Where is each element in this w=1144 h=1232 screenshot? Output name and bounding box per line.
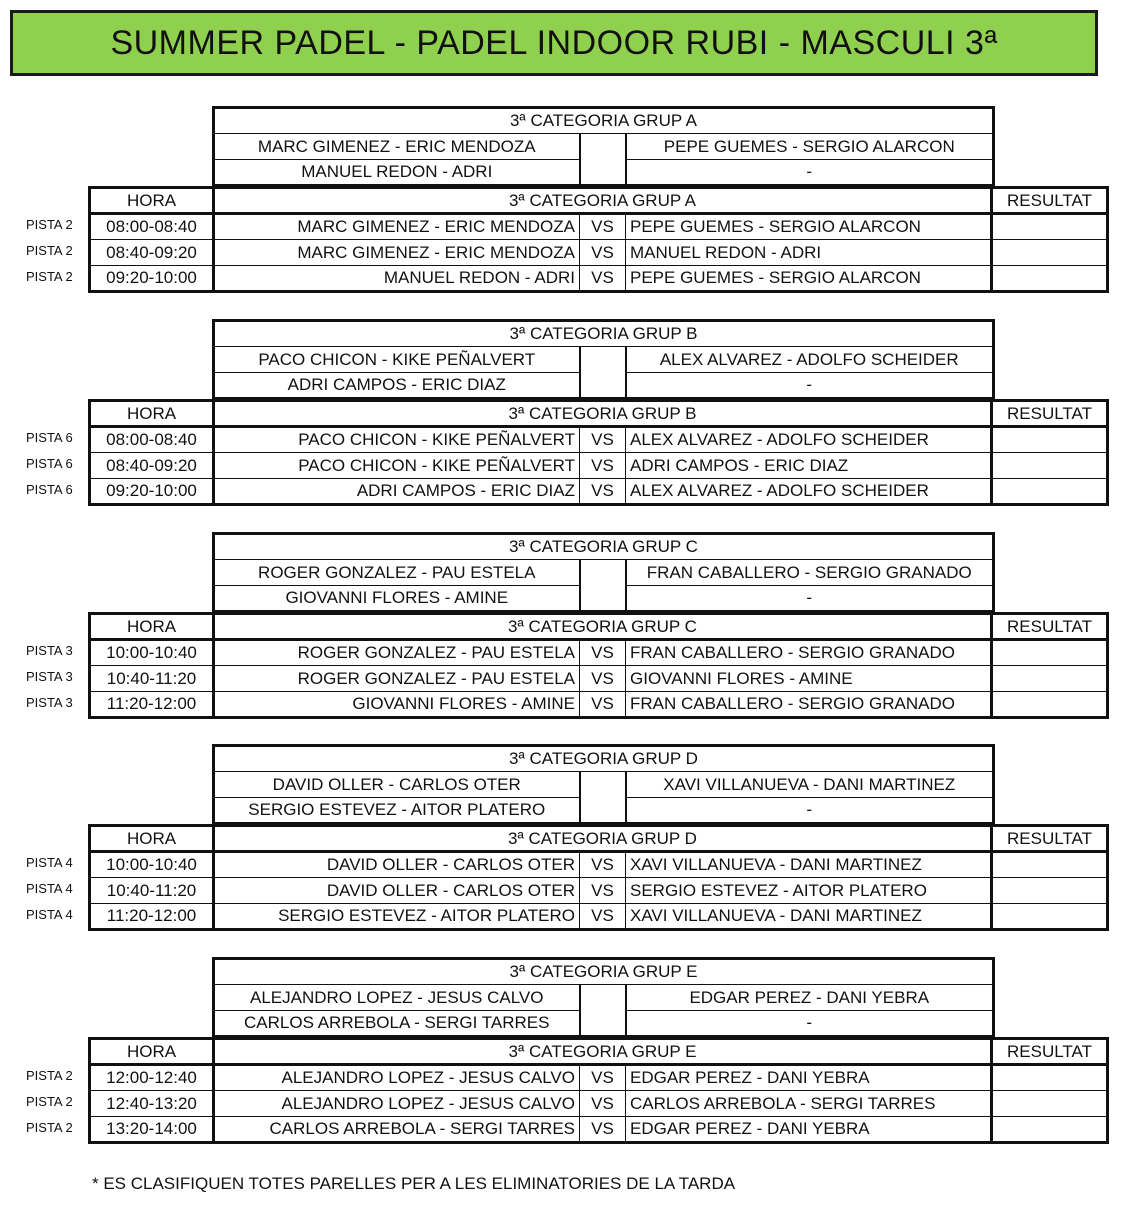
- match-time: 12:40-13:20: [90, 1091, 214, 1117]
- result-cell[interactable]: [992, 1117, 1108, 1143]
- pair-cell: GIOVANNI FLORES - AMINE: [214, 586, 580, 612]
- pair-gap: [580, 985, 626, 1037]
- match-away-pair: XAVI VILLANUEVA - DANI MARTINEZ: [626, 904, 992, 930]
- group-pairs-table: [212, 319, 995, 400]
- result-cell[interactable]: [992, 1065, 1108, 1091]
- match-away-pair: PEPE GUEMES - SERGIO ALARCON: [626, 214, 992, 240]
- match-home-pair: PACO CHICON - KIKE PEÑALVERT: [214, 427, 580, 453]
- match-home-pair: ALEJANDRO LOPEZ - JESUS CALVO: [214, 1091, 580, 1117]
- pista-label: PISTA 4: [26, 907, 73, 922]
- schedule-table: [88, 399, 1109, 506]
- pair-cell: ROGER GONZALEZ - PAU ESTELA: [214, 560, 580, 586]
- match-row: [90, 266, 1108, 292]
- vs-label: VS: [580, 453, 626, 479]
- match-home-pair: MARC GIMENEZ - ERIC MENDOZA: [214, 214, 580, 240]
- vs-label: VS: [580, 1065, 626, 1091]
- pair-cell: SERGIO ESTEVEZ - AITOR PLATERO: [214, 798, 580, 824]
- hora-header: HORA: [90, 1039, 214, 1065]
- group-pairs-table: [212, 532, 995, 613]
- match-away-pair: FRAN CABALLERO - SERGIO GRANADO: [626, 692, 992, 718]
- pair-cell: ADRI CAMPOS - ERIC DIAZ: [214, 373, 580, 399]
- hora-header: HORA: [90, 826, 214, 852]
- vs-label: VS: [580, 666, 626, 692]
- pair-cell: FRAN CABALLERO - SERGIO GRANADO: [626, 560, 994, 586]
- vs-label: VS: [580, 240, 626, 266]
- schedule-group-title: 3ª CATEGORIA GRUP C: [214, 614, 992, 640]
- match-home-pair: DAVID OLLER - CARLOS OTER: [214, 878, 580, 904]
- match-row: [90, 240, 1108, 266]
- match-away-pair: GIOVANNI FLORES - AMINE: [626, 666, 992, 692]
- pair-gap: [580, 347, 626, 399]
- result-cell[interactable]: [992, 427, 1108, 453]
- vs-label: VS: [580, 1117, 626, 1143]
- match-time: 09:20-10:00: [90, 479, 214, 505]
- match-away-pair: ADRI CAMPOS - ERIC DIAZ: [626, 453, 992, 479]
- match-row: [90, 479, 1108, 505]
- schedule-group-title: 3ª CATEGORIA GRUP D: [214, 826, 992, 852]
- match-home-pair: PACO CHICON - KIKE PEÑALVERT: [214, 453, 580, 479]
- match-time: 10:40-11:20: [90, 666, 214, 692]
- match-row: [90, 1117, 1108, 1143]
- match-time: 13:20-14:00: [90, 1117, 214, 1143]
- hora-header: HORA: [90, 188, 214, 214]
- pair-cell: PEPE GUEMES - SERGIO ALARCON: [626, 134, 994, 160]
- match-time: 11:20-12:00: [90, 904, 214, 930]
- schedule-table: [88, 612, 1109, 719]
- match-time: 11:20-12:00: [90, 692, 214, 718]
- match-row: [90, 878, 1108, 904]
- match-row: [90, 852, 1108, 878]
- match-row: [90, 427, 1108, 453]
- pair-cell: CARLOS ARREBOLA - SERGI TARRES: [214, 1011, 580, 1037]
- pista-label: PISTA 2: [26, 217, 73, 232]
- group-pairs-table: [212, 744, 995, 825]
- pista-label: PISTA 3: [26, 695, 73, 710]
- match-home-pair: SERGIO ESTEVEZ - AITOR PLATERO: [214, 904, 580, 930]
- group-block: [0, 106, 1144, 296]
- vs-label: VS: [580, 878, 626, 904]
- match-away-pair: XAVI VILLANUEVA - DANI MARTINEZ: [626, 852, 992, 878]
- match-row: [90, 1065, 1108, 1091]
- match-home-pair: ROGER GONZALEZ - PAU ESTELA: [214, 640, 580, 666]
- pair-cell: DAVID OLLER - CARLOS OTER: [214, 772, 580, 798]
- match-time: 08:00-08:40: [90, 427, 214, 453]
- pista-label: PISTA 2: [26, 243, 73, 258]
- pista-label: PISTA 6: [26, 456, 73, 471]
- vs-label: VS: [580, 904, 626, 930]
- vs-label: VS: [580, 640, 626, 666]
- match-row: [90, 904, 1108, 930]
- match-away-pair: SERGIO ESTEVEZ - AITOR PLATERO: [626, 878, 992, 904]
- pista-label: PISTA 2: [26, 269, 73, 284]
- match-time: 10:40-11:20: [90, 878, 214, 904]
- pista-label: PISTA 6: [26, 430, 73, 445]
- pista-label: PISTA 3: [26, 643, 73, 658]
- pista-label: PISTA 2: [26, 1094, 73, 1109]
- match-time: 08:40-09:20: [90, 240, 214, 266]
- pista-label: PISTA 2: [26, 1120, 73, 1135]
- group-title: 3ª CATEGORIA GRUP E: [214, 959, 994, 985]
- result-cell[interactable]: [992, 214, 1108, 240]
- match-row: [90, 640, 1108, 666]
- resultat-header: RESULTAT: [992, 401, 1108, 427]
- match-away-pair: ALEX ALVAREZ - ADOLFO SCHEIDER: [626, 479, 992, 505]
- vs-label: VS: [580, 479, 626, 505]
- match-time: 09:20-10:00: [90, 266, 214, 292]
- pair-cell-empty: -: [626, 160, 994, 186]
- result-cell[interactable]: [992, 878, 1108, 904]
- vs-label: VS: [580, 1091, 626, 1117]
- vs-label: VS: [580, 214, 626, 240]
- pista-label: PISTA 4: [26, 855, 73, 870]
- group-title: 3ª CATEGORIA GRUP D: [214, 746, 994, 772]
- match-away-pair: EDGAR PEREZ - DANI YEBRA: [626, 1117, 992, 1143]
- pair-gap: [580, 560, 626, 612]
- pair-cell-empty: -: [626, 1011, 994, 1037]
- resultat-header: RESULTAT: [992, 1039, 1108, 1065]
- result-cell[interactable]: [992, 904, 1108, 930]
- match-away-pair: MANUEL REDON - ADRI: [626, 240, 992, 266]
- hora-header: HORA: [90, 614, 214, 640]
- match-time: 12:00-12:40: [90, 1065, 214, 1091]
- match-away-pair: FRAN CABALLERO - SERGIO GRANADO: [626, 640, 992, 666]
- match-home-pair: MARC GIMENEZ - ERIC MENDOZA: [214, 240, 580, 266]
- pista-label: PISTA 2: [26, 1068, 73, 1083]
- result-cell[interactable]: [992, 1091, 1108, 1117]
- match-row: [90, 453, 1108, 479]
- hora-header: HORA: [90, 401, 214, 427]
- pair-gap: [580, 772, 626, 824]
- pista-label: PISTA 6: [26, 482, 73, 497]
- group-pairs-table: [212, 106, 995, 187]
- pair-cell: PACO CHICON - KIKE PEÑALVERT: [214, 347, 580, 373]
- match-away-pair: PEPE GUEMES - SERGIO ALARCON: [626, 266, 992, 292]
- schedule-table: [88, 1037, 1109, 1144]
- match-row: [90, 666, 1108, 692]
- match-row: [90, 1091, 1108, 1117]
- resultat-header: RESULTAT: [992, 826, 1108, 852]
- match-time: 10:00-10:40: [90, 640, 214, 666]
- result-cell[interactable]: [992, 266, 1108, 292]
- pair-cell-empty: -: [626, 586, 994, 612]
- result-cell[interactable]: [992, 240, 1108, 266]
- footer-note: * ES CLASIFIQUEN TOTES PARELLES PER A LES ELIMINATORIES DE LA TARDA: [92, 1174, 736, 1193]
- match-time: 10:00-10:40: [90, 852, 214, 878]
- group-title: 3ª CATEGORIA GRUP A: [214, 108, 994, 134]
- match-time: 08:00-08:40: [90, 214, 214, 240]
- group-title: 3ª CATEGORIA GRUP B: [214, 321, 994, 347]
- match-row: [90, 692, 1108, 718]
- match-time: 08:40-09:20: [90, 453, 214, 479]
- match-home-pair: CARLOS ARREBOLA - SERGI TARRES: [214, 1117, 580, 1143]
- page-title: SUMMER PADEL - PADEL INDOOR RUBI - MASCULI 3ª: [10, 10, 1098, 76]
- vs-label: VS: [580, 266, 626, 292]
- pista-label: PISTA 4: [26, 881, 73, 896]
- match-home-pair: GIOVANNI FLORES - AMINE: [214, 692, 580, 718]
- pair-gap: [580, 134, 626, 186]
- resultat-header: RESULTAT: [992, 614, 1108, 640]
- schedule-group-title: 3ª CATEGORIA GRUP B: [214, 401, 992, 427]
- match-away-pair: EDGAR PEREZ - DANI YEBRA: [626, 1065, 992, 1091]
- result-cell[interactable]: [992, 479, 1108, 505]
- match-row: [90, 214, 1108, 240]
- pair-cell: ALEJANDRO LOPEZ - JESUS CALVO: [214, 985, 580, 1011]
- result-cell[interactable]: [992, 852, 1108, 878]
- group-block: [0, 319, 1144, 509]
- match-home-pair: ADRI CAMPOS - ERIC DIAZ: [214, 479, 580, 505]
- result-cell[interactable]: [992, 666, 1108, 692]
- vs-label: VS: [580, 427, 626, 453]
- schedule-table: [88, 186, 1109, 293]
- group-title: 3ª CATEGORIA GRUP C: [214, 534, 994, 560]
- group-block: [0, 744, 1144, 934]
- match-home-pair: DAVID OLLER - CARLOS OTER: [214, 852, 580, 878]
- pair-cell: MARC GIMENEZ - ERIC MENDOZA: [214, 134, 580, 160]
- schedule-group-title: 3ª CATEGORIA GRUP A: [214, 188, 992, 214]
- vs-label: VS: [580, 692, 626, 718]
- pair-cell-empty: -: [626, 373, 994, 399]
- match-home-pair: ROGER GONZALEZ - PAU ESTELA: [214, 666, 580, 692]
- match-home-pair: MANUEL REDON - ADRI: [214, 266, 580, 292]
- pair-cell-empty: -: [626, 798, 994, 824]
- group-block: [0, 957, 1144, 1147]
- pair-cell: ALEX ALVAREZ - ADOLFO SCHEIDER: [626, 347, 994, 373]
- result-cell[interactable]: [992, 692, 1108, 718]
- resultat-header: RESULTAT: [992, 188, 1108, 214]
- schedule-table: [88, 824, 1109, 931]
- match-away-pair: CARLOS ARREBOLA - SERGI TARRES: [626, 1091, 992, 1117]
- vs-label: VS: [580, 852, 626, 878]
- match-home-pair: ALEJANDRO LOPEZ - JESUS CALVO: [214, 1065, 580, 1091]
- pista-label: PISTA 3: [26, 669, 73, 684]
- result-cell[interactable]: [992, 453, 1108, 479]
- pair-cell: XAVI VILLANUEVA - DANI MARTINEZ: [626, 772, 994, 798]
- schedule-group-title: 3ª CATEGORIA GRUP E: [214, 1039, 992, 1065]
- pair-cell: MANUEL REDON - ADRI: [214, 160, 580, 186]
- pair-cell: EDGAR PEREZ - DANI YEBRA: [626, 985, 994, 1011]
- result-cell[interactable]: [992, 640, 1108, 666]
- match-away-pair: ALEX ALVAREZ - ADOLFO SCHEIDER: [626, 427, 992, 453]
- group-block: [0, 532, 1144, 722]
- group-pairs-table: [212, 957, 995, 1038]
